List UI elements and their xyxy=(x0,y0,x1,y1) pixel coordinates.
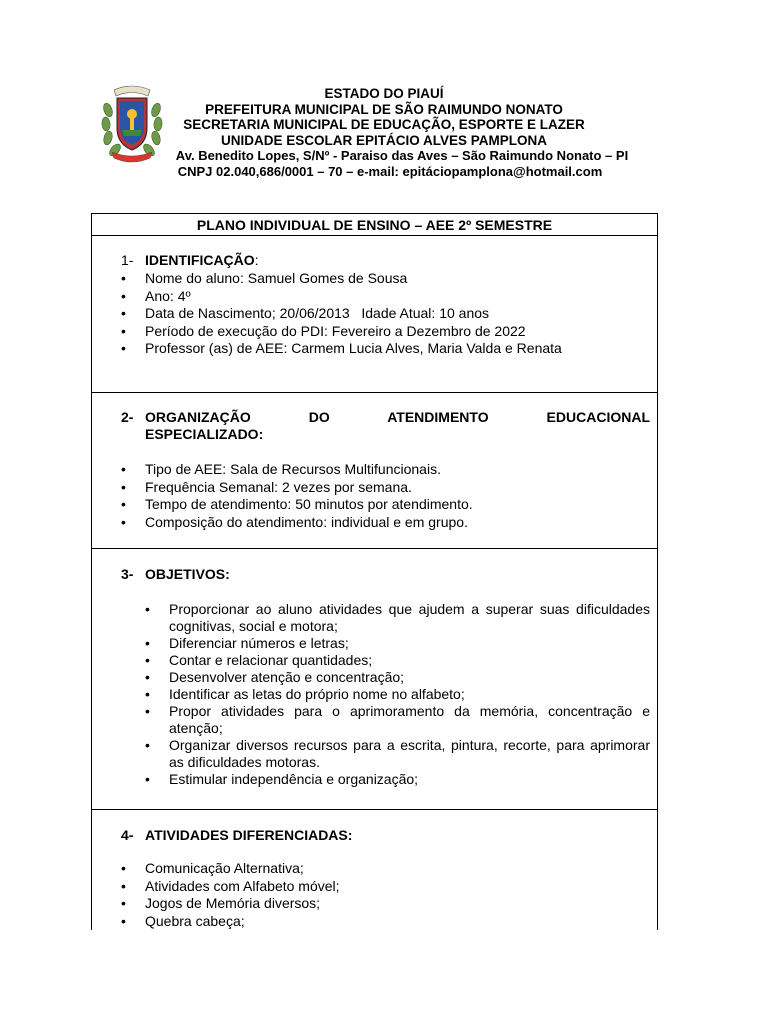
list-item: • Desenvolver atenção e concentração; xyxy=(169,669,650,686)
section-identification xyxy=(92,236,657,393)
section-1-heading-colon: : xyxy=(254,252,259,268)
section-service-organization xyxy=(92,393,657,549)
section-3-number: 3- xyxy=(121,566,134,582)
list-item: • Quebra cabeça; xyxy=(145,913,645,931)
section-2-heading-line1: ORGANIZAÇÃO DO ATENDIMENTO EDUCACIONAL xyxy=(145,409,650,425)
school-address: Av. Benedito Lopes, S/Nº - Paraiso das Aves – São Raimundo Nonato – PI xyxy=(175,148,629,163)
secretariat-name: SECRETARIA MUNICIPAL DE EDUCAÇÃO, ESPORTE E LAZER xyxy=(183,117,585,132)
section-4-number: 4- xyxy=(121,827,134,843)
list-item: • Tipo de AEE: Sala de Recursos Multifuncionais. xyxy=(145,461,645,479)
state-name: ESTADO DO PIAUÍ xyxy=(324,86,444,101)
section-1-number: 1- xyxy=(121,252,134,268)
letterhead xyxy=(130,86,638,179)
school-name: UNIDADE ESCOLAR EPITÁCIO ALVES PAMPLONA xyxy=(220,132,548,148)
list-item: • Data de Nascimento; 20/06/2013 Idade Atual: 10 anos xyxy=(145,305,645,323)
document-title: PLANO INDIVIDUAL DE ENSINO – AEE 2º SEMESTRE xyxy=(92,214,657,236)
section-objectives xyxy=(92,549,657,810)
list-item: • Composição do atendimento: individual e em grupo. xyxy=(145,514,645,532)
list-item: • Organizar diversos recursos para a escrita, pintura, recorte, para aprimorar as dificuldades motoras. xyxy=(169,737,650,771)
list-item: • Identificar as letas do próprio nome no alfabeto; xyxy=(169,686,650,703)
activities-list xyxy=(145,860,645,930)
list-item: • Diferenciar números e letras; xyxy=(169,635,650,652)
identification-list xyxy=(145,270,645,358)
section-1-heading xyxy=(145,252,259,269)
objectives-list xyxy=(169,601,650,788)
section-2-number: 2- xyxy=(121,409,134,425)
list-item: • Proporcionar ao aluno atividades que ajudem a superar suas dificuldades cognitivas, social e motora; xyxy=(169,601,650,635)
list-item: • Nome do aluno: Samuel Gomes de Sousa xyxy=(145,270,645,288)
section-4-heading: ATIVIDADES DIFERENCIADAS: xyxy=(145,827,353,843)
list-item: • Propor atividades para o aprimoramento da memória, concentração e atenção; xyxy=(169,703,650,737)
list-item: • Tempo de atendimento: 50 minutos por atendimento. xyxy=(145,496,645,514)
list-item: • Período de execução do PDI: Fevereiro a Dezembro de 2022 xyxy=(145,323,645,341)
section-1-heading-text: IDENTIFICAÇÃO xyxy=(145,252,255,268)
list-item: • Professor (as) de AEE: Carmem Lucia Alves, Maria Valda e Renata xyxy=(145,340,645,358)
list-item: • Contar e relacionar quantidades; xyxy=(169,652,650,669)
list-item: • Jogos de Memória diversos; xyxy=(145,895,645,913)
list-item: • Frequência Semanal: 2 vezes por semana. xyxy=(145,479,645,497)
section-3-heading: OBJETIVOS: xyxy=(145,566,230,582)
school-contact: CNPJ 02.040,686/0001 – 70 – e-mail: epitáciopamplona@hotmail.com xyxy=(177,163,603,179)
section-2-heading-line2: ESPECIALIZADO: xyxy=(145,426,264,442)
city-hall-name: PREFEITURA MUNICIPAL DE SÃO RAIMUNDO NONATO xyxy=(205,101,563,117)
list-item: • Ano: 4º xyxy=(145,288,645,306)
plan-document-table xyxy=(91,213,658,930)
list-item: • Estimular independência e organização; xyxy=(169,771,650,788)
service-organization-list xyxy=(145,461,645,531)
list-item: • Comunicação Alternativa; xyxy=(145,860,645,878)
section-differentiated-activities xyxy=(92,810,657,930)
list-item: • Atividades com Alfabeto móvel; xyxy=(145,878,645,896)
